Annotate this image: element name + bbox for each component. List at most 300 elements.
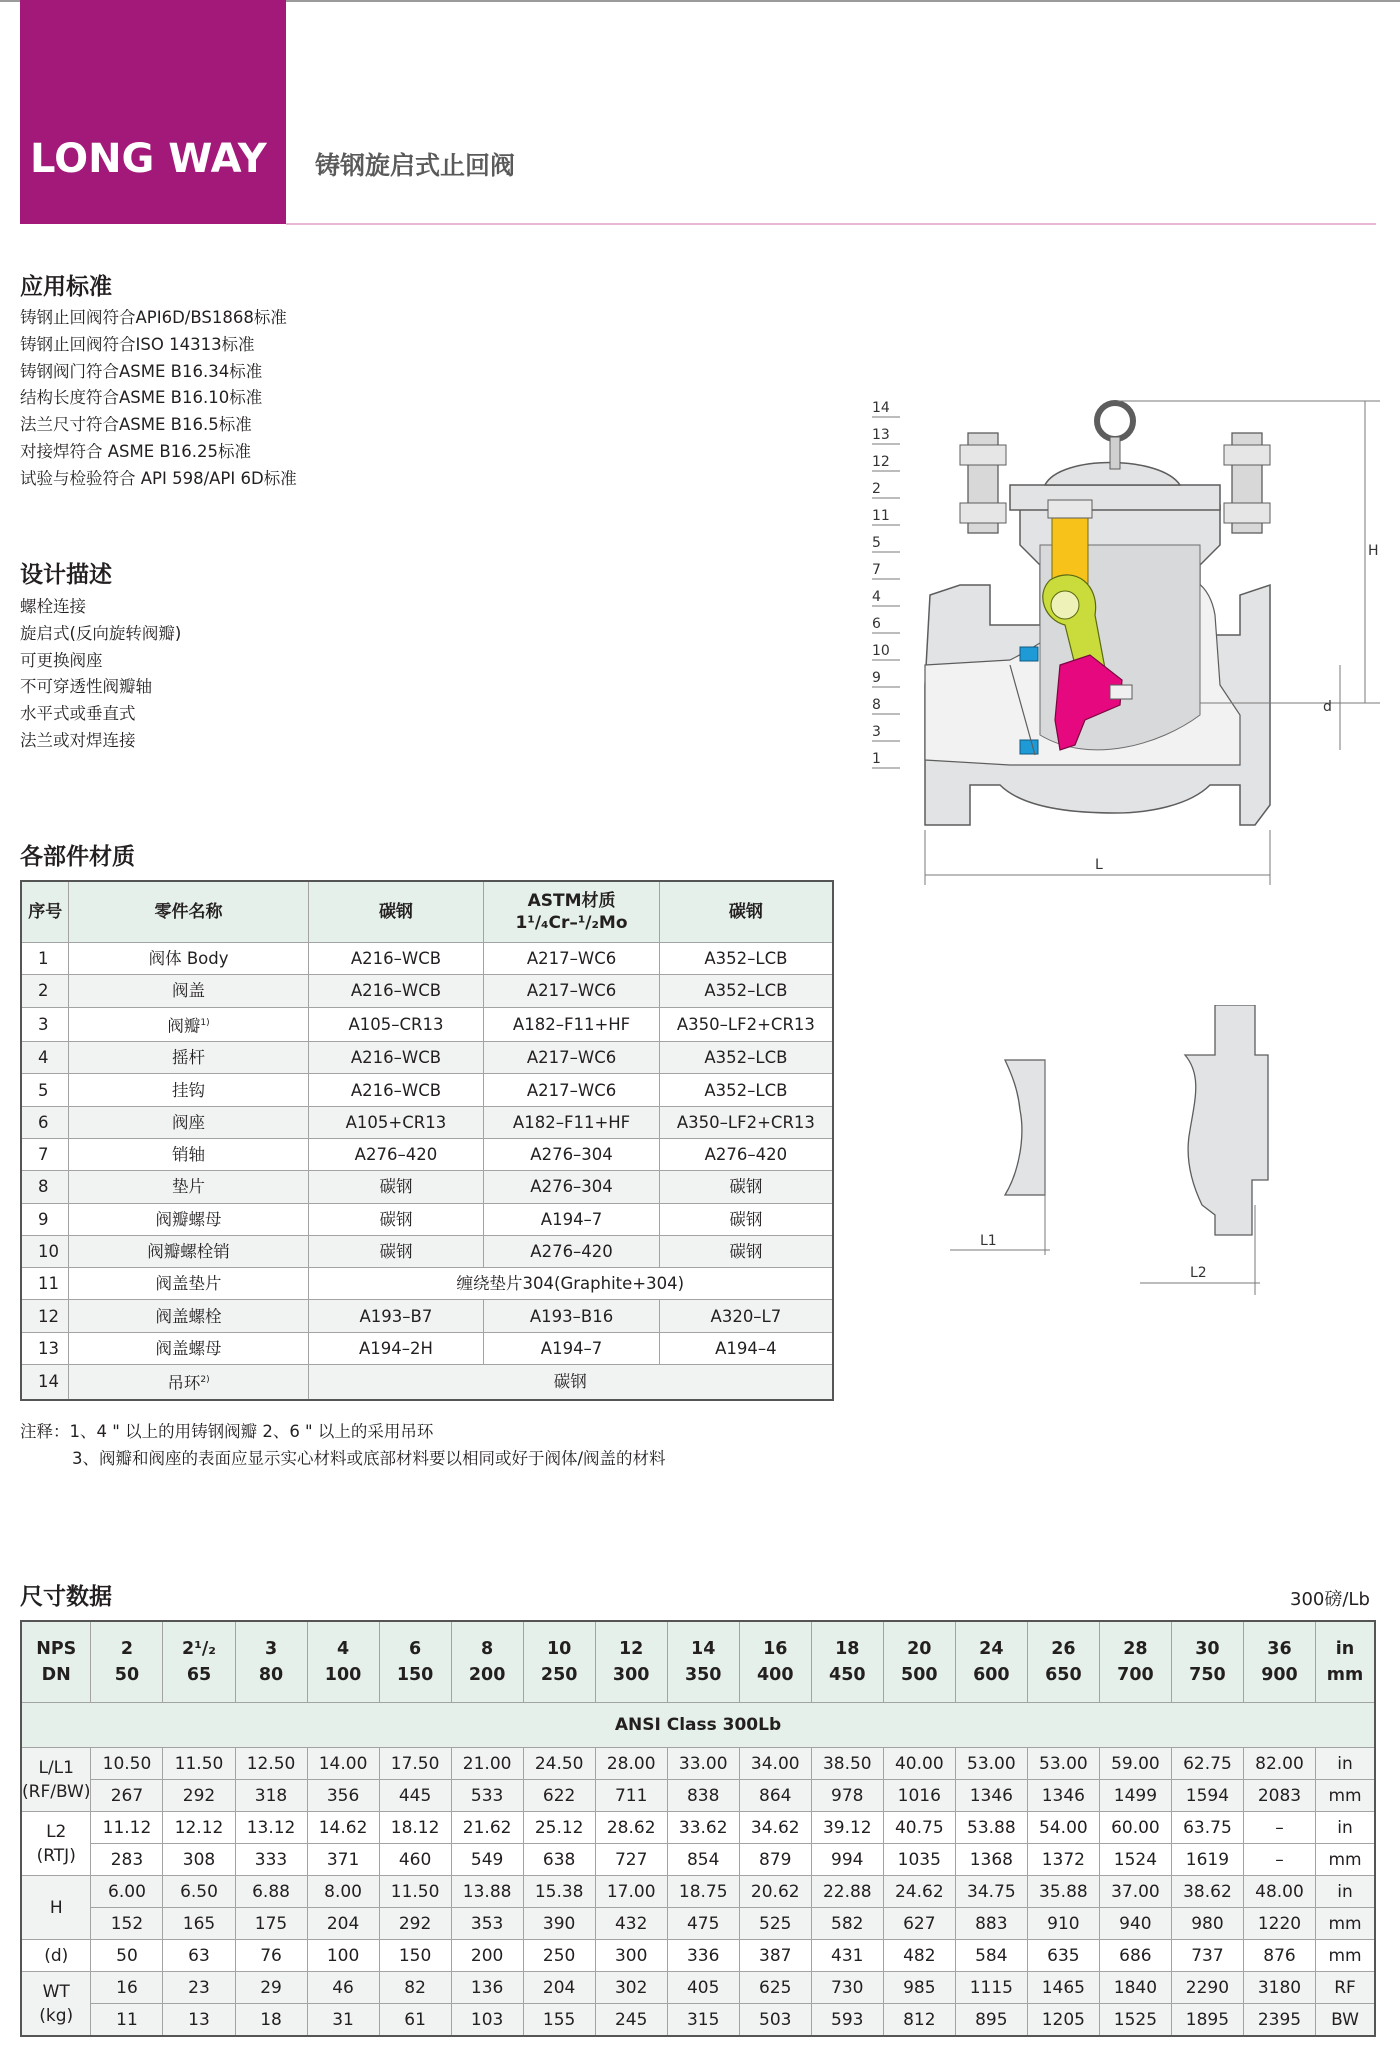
dim-cell: 1619 bbox=[1171, 1844, 1243, 1876]
part-no: 3 bbox=[21, 1007, 69, 1042]
dim-cell: 34.00 bbox=[739, 1748, 811, 1780]
part-name: 阀盖 bbox=[69, 975, 308, 1007]
dim-cell: 978 bbox=[811, 1780, 883, 1812]
materials-row bbox=[21, 1365, 833, 1400]
dim-cell: 730 bbox=[811, 1972, 883, 2004]
part-no: 6 bbox=[21, 1106, 69, 1138]
notes bbox=[20, 1418, 666, 1472]
dim-cell: 25.12 bbox=[523, 1812, 595, 1844]
dim-cell: 371 bbox=[307, 1844, 379, 1876]
dim-cell: 48.00 bbox=[1243, 1876, 1315, 1908]
part-material: 碳钢 bbox=[308, 1235, 484, 1267]
part-material: A217–WC6 bbox=[484, 975, 660, 1007]
part-material: A276–304 bbox=[484, 1138, 660, 1170]
design-heading: 设计描述 bbox=[20, 562, 112, 588]
dim-cell: 1220 bbox=[1243, 1908, 1315, 1940]
dim-cell: 33.00 bbox=[667, 1748, 739, 1780]
dim-cell: 1115 bbox=[955, 1972, 1027, 2004]
dim-cell: 14.00 bbox=[307, 1748, 379, 1780]
dim-cell: 525 bbox=[739, 1908, 811, 1940]
dim-cell: 54.00 bbox=[1027, 1812, 1099, 1844]
dim-cell: 16 bbox=[91, 1972, 163, 2004]
part-material: A352–LCB bbox=[659, 943, 833, 975]
dim-cell: 23 bbox=[163, 1972, 235, 2004]
callout-13: 13 bbox=[872, 427, 890, 443]
size-col: 30 750 bbox=[1171, 1621, 1243, 1703]
dim-cell: 2290 bbox=[1171, 1972, 1243, 2004]
dim-cell: 11 bbox=[91, 2004, 163, 2037]
materials-row bbox=[21, 1332, 833, 1364]
design-item: 不可穿透性阀瓣轴 bbox=[20, 677, 152, 697]
dim-row-label: WT (kg) bbox=[21, 1972, 91, 2037]
dim-cell: – bbox=[1243, 1844, 1315, 1876]
part-material: A352–LCB bbox=[659, 1042, 833, 1074]
dim-cell: 18 bbox=[235, 2004, 307, 2037]
dim-cell: 318 bbox=[235, 1780, 307, 1812]
callout-10: 10 bbox=[872, 643, 890, 659]
dim-cell: 445 bbox=[379, 1780, 451, 1812]
dim-cell: 638 bbox=[523, 1844, 595, 1876]
part-material: A182–F11+HF bbox=[484, 1007, 660, 1042]
dim-cell: 533 bbox=[451, 1780, 523, 1812]
note-line-1: 注释：1、4 " 以上的用铸钢阀瓣 2、6 " 以上的采用吊环 bbox=[20, 1422, 434, 1441]
part-material: 碳钢 bbox=[659, 1203, 833, 1235]
materials-row bbox=[21, 1203, 833, 1235]
part-material: 碳钢 bbox=[659, 1171, 833, 1203]
materials-row bbox=[21, 1268, 833, 1300]
dim-cell: 21.00 bbox=[451, 1748, 523, 1780]
dim-row bbox=[21, 1972, 1375, 2004]
standards-heading: 应用标准 bbox=[20, 274, 112, 300]
dim-row bbox=[21, 1844, 1375, 1876]
dim-cell: 31 bbox=[307, 2004, 379, 2037]
part-material: A276–420 bbox=[659, 1138, 833, 1170]
dim-cell: 50 bbox=[91, 1940, 163, 1972]
part-name: 阀瓣螺母 bbox=[69, 1203, 308, 1235]
dim-d-label: d bbox=[1323, 699, 1332, 715]
materials-row bbox=[21, 1042, 833, 1074]
part-material: 碳钢 bbox=[659, 1235, 833, 1267]
part-material: A352–LCB bbox=[659, 975, 833, 1007]
dim-cell: 635 bbox=[1027, 1940, 1099, 1972]
materials-row bbox=[21, 1074, 833, 1106]
part-material: A105+CR13 bbox=[308, 1106, 484, 1138]
dim-cell: 292 bbox=[379, 1908, 451, 1940]
callout-7: 7 bbox=[872, 562, 881, 578]
dim-cell: 33.62 bbox=[667, 1812, 739, 1844]
dim-cell: 155 bbox=[523, 2004, 595, 2037]
callout-9: 9 bbox=[872, 670, 881, 686]
pin bbox=[1051, 591, 1079, 619]
dim-cell: 582 bbox=[811, 1908, 883, 1940]
dim-cell: 1840 bbox=[1099, 1972, 1171, 2004]
dim-cell: 34.75 bbox=[955, 1876, 1027, 1908]
size-col: 8 200 bbox=[451, 1621, 523, 1703]
dim-cell: 152 bbox=[91, 1908, 163, 1940]
part-material: A194–7 bbox=[484, 1332, 660, 1364]
size-col: 16 400 bbox=[739, 1621, 811, 1703]
callout-2: 2 bbox=[872, 481, 881, 497]
dim-cell: 63 bbox=[163, 1940, 235, 1972]
dim-cell: 854 bbox=[667, 1844, 739, 1876]
dim-cell: 625 bbox=[739, 1972, 811, 2004]
eyebolt bbox=[1097, 403, 1133, 439]
part-name: 阀盖螺母 bbox=[69, 1332, 308, 1364]
callout-1: 1 bbox=[872, 751, 881, 767]
col-carbon-low: 碳钢 bbox=[659, 881, 833, 943]
design-list bbox=[20, 594, 181, 755]
dim-cell: 53.00 bbox=[1027, 1748, 1099, 1780]
size-col: 6 150 bbox=[379, 1621, 451, 1703]
part-name: 阀瓣螺栓销 bbox=[69, 1235, 308, 1267]
materials-row bbox=[21, 1300, 833, 1332]
page-title: 铸钢旋启式止回阀 bbox=[315, 151, 516, 180]
dim-cell: 61 bbox=[379, 2004, 451, 2037]
dim-cell: 686 bbox=[1099, 1940, 1171, 1972]
part-material: A194–4 bbox=[659, 1332, 833, 1364]
dim-cell: 24.62 bbox=[883, 1876, 955, 1908]
standard-item: 结构长度符合ASME B16.10标准 bbox=[20, 388, 263, 408]
dim-unit: mm bbox=[1316, 1908, 1376, 1940]
part-name: 阀体 Body bbox=[69, 943, 308, 975]
dim-cell: 1035 bbox=[883, 1844, 955, 1876]
dim-cell: 584 bbox=[955, 1940, 1027, 1972]
dim-cell: 1368 bbox=[955, 1844, 1027, 1876]
size-col: 4 100 bbox=[307, 1621, 379, 1703]
part-material: A217–WC6 bbox=[484, 1042, 660, 1074]
dim-cell: 3180 bbox=[1243, 1972, 1315, 2004]
design-item: 螺栓连接 bbox=[20, 597, 86, 616]
part-material: A216–WCB bbox=[308, 1074, 484, 1106]
pressure-class-unit: 300磅/Lb bbox=[1290, 1589, 1370, 1610]
part-material: A217–WC6 bbox=[484, 943, 660, 975]
dim-cell: 1346 bbox=[1027, 1780, 1099, 1812]
dim-cell: 18.12 bbox=[379, 1812, 451, 1844]
part-no: 5 bbox=[21, 1074, 69, 1106]
dim-cell: 13.12 bbox=[235, 1812, 307, 1844]
header-rule bbox=[286, 223, 1376, 225]
dim-cell: 53.88 bbox=[955, 1812, 1027, 1844]
part-name: 垫片 bbox=[69, 1171, 308, 1203]
bw-end bbox=[1005, 1060, 1045, 1195]
callout-11: 11 bbox=[872, 508, 890, 524]
callout-6: 6 bbox=[872, 616, 881, 632]
size-col: 26 650 bbox=[1027, 1621, 1099, 1703]
part-name: 销轴 bbox=[69, 1138, 308, 1170]
dim-cell: 28.62 bbox=[595, 1812, 667, 1844]
part-material: A352–LCB bbox=[659, 1074, 833, 1106]
dim-unit: mm bbox=[1316, 1844, 1376, 1876]
part-material: A350–LF2+CR13 bbox=[659, 1007, 833, 1042]
part-material: A182–F11+HF bbox=[484, 1106, 660, 1138]
dim-cell: 165 bbox=[163, 1908, 235, 1940]
dim-cell: 13 bbox=[163, 2004, 235, 2037]
dim-cell: 38.50 bbox=[811, 1748, 883, 1780]
brand-block bbox=[20, 0, 286, 224]
design-item: 旋启式(反向旋转阀瓣) bbox=[20, 623, 182, 643]
dim-cell: 103 bbox=[451, 2004, 523, 2037]
dim-cell: 12.12 bbox=[163, 1812, 235, 1844]
part-material: A217–WC6 bbox=[484, 1074, 660, 1106]
brand-logo: LONG WAY bbox=[30, 136, 267, 182]
dim-unit: in bbox=[1316, 1812, 1376, 1844]
col-no: 序号 bbox=[21, 881, 69, 943]
dim-cell: 2083 bbox=[1243, 1780, 1315, 1812]
dim-cell: 432 bbox=[595, 1908, 667, 1940]
dim-cell: 1499 bbox=[1099, 1780, 1171, 1812]
dim-cell: 1016 bbox=[883, 1780, 955, 1812]
dim-cell: 460 bbox=[379, 1844, 451, 1876]
dim-cell: 17.00 bbox=[595, 1876, 667, 1908]
dim-unit: in bbox=[1316, 1748, 1376, 1780]
dim-cell: 63.75 bbox=[1171, 1812, 1243, 1844]
col-part: 零件名称 bbox=[69, 881, 308, 943]
dim-unit: mm bbox=[1316, 1780, 1376, 1812]
class-row bbox=[21, 1703, 1375, 1748]
dim-cell: 879 bbox=[739, 1844, 811, 1876]
standard-item: 对接焊符合 ASME B16.25标准 bbox=[20, 441, 251, 461]
part-name: 摇杆 bbox=[69, 1042, 308, 1074]
dim-cell: 883 bbox=[955, 1908, 1027, 1940]
size-col: 2¹/₂ 65 bbox=[163, 1621, 235, 1703]
dim-row bbox=[21, 1780, 1375, 1812]
unit-col: in mm bbox=[1316, 1621, 1376, 1703]
part-material: A320–L7 bbox=[659, 1300, 833, 1332]
dim-row bbox=[21, 1876, 1375, 1908]
size-col: 28 700 bbox=[1099, 1621, 1171, 1703]
dim-cell: 980 bbox=[1171, 1908, 1243, 1940]
callout-14: 14 bbox=[872, 400, 890, 416]
dim-cell: 14.62 bbox=[307, 1812, 379, 1844]
callout-8: 8 bbox=[872, 697, 881, 713]
dim-cell: 40.75 bbox=[883, 1812, 955, 1844]
part-no: 10 bbox=[21, 1235, 69, 1267]
dim-row bbox=[21, 1812, 1375, 1844]
bonnet bbox=[1010, 485, 1220, 510]
dim-cell: 387 bbox=[739, 1940, 811, 1972]
size-col: 12 300 bbox=[595, 1621, 667, 1703]
part-material: A276–420 bbox=[484, 1235, 660, 1267]
dim-cell: 35.88 bbox=[1027, 1876, 1099, 1908]
dim-cell: 711 bbox=[595, 1780, 667, 1812]
dim-cell: 18.75 bbox=[667, 1876, 739, 1908]
col-carbon: 碳钢 bbox=[308, 881, 484, 943]
dim-cell: 82 bbox=[379, 1972, 451, 2004]
dim-unit: in bbox=[1316, 1876, 1376, 1908]
part-material: A193–B16 bbox=[484, 1300, 660, 1332]
dim-cell: 250 bbox=[523, 1940, 595, 1972]
dim-cell: 1205 bbox=[1027, 2004, 1099, 2037]
dim-cell: 11.50 bbox=[163, 1748, 235, 1780]
dim-cell: 390 bbox=[523, 1908, 595, 1940]
materials-heading: 各部件材质 bbox=[20, 844, 135, 870]
dim-cell: 864 bbox=[739, 1780, 811, 1812]
dim-cell: 302 bbox=[595, 1972, 667, 2004]
dim-cell: 475 bbox=[667, 1908, 739, 1940]
dimensions-heading: 尺寸数据 bbox=[20, 1584, 112, 1610]
materials-row bbox=[21, 1138, 833, 1170]
part-no: 8 bbox=[21, 1171, 69, 1203]
dim-unit: mm bbox=[1316, 1940, 1376, 1972]
part-no: 12 bbox=[21, 1300, 69, 1332]
dim-cell: 292 bbox=[163, 1780, 235, 1812]
materials-table bbox=[20, 880, 834, 1401]
part-material: A193–B7 bbox=[308, 1300, 484, 1332]
dim-cell: 593 bbox=[811, 2004, 883, 2037]
dim-cell: 627 bbox=[883, 1908, 955, 1940]
design-item: 可更换阀座 bbox=[20, 650, 103, 670]
dim-cell: 737 bbox=[1171, 1940, 1243, 1972]
dim-cell: 333 bbox=[235, 1844, 307, 1876]
dim-cell: 283 bbox=[91, 1844, 163, 1876]
dim-cell: 12.50 bbox=[235, 1748, 307, 1780]
dim-cell: 315 bbox=[667, 2004, 739, 2037]
part-no: 14 bbox=[21, 1365, 69, 1400]
dim-cell: – bbox=[1243, 1812, 1315, 1844]
dim-cell: 8.00 bbox=[307, 1876, 379, 1908]
dim-row-label: (d) bbox=[21, 1940, 91, 1972]
dim-cell: 11.12 bbox=[91, 1812, 163, 1844]
dim-row-label: H bbox=[21, 1876, 91, 1940]
dim-cell: 308 bbox=[163, 1844, 235, 1876]
part-no: 11 bbox=[21, 1268, 69, 1300]
dim-cell: 1465 bbox=[1027, 1972, 1099, 2004]
materials-row bbox=[21, 1106, 833, 1138]
dim-cell: 336 bbox=[667, 1940, 739, 1972]
dim-cell: 812 bbox=[883, 2004, 955, 2037]
dim-cell: 994 bbox=[811, 1844, 883, 1876]
dim-cell: 62.75 bbox=[1171, 1748, 1243, 1780]
dim-cell: 431 bbox=[811, 1940, 883, 1972]
dim-cell: 53.00 bbox=[955, 1748, 1027, 1780]
materials-row bbox=[21, 943, 833, 975]
dim-cell: 150 bbox=[379, 1940, 451, 1972]
standard-item: 铸钢止回阀符合API6D/BS1868标准 bbox=[20, 308, 287, 327]
dim-cell: 482 bbox=[883, 1940, 955, 1972]
dim-cell: 838 bbox=[667, 1780, 739, 1812]
part-material: A194–7 bbox=[484, 1203, 660, 1235]
dim-cell: 940 bbox=[1099, 1908, 1171, 1940]
seat-top bbox=[1020, 647, 1038, 661]
dim-L-label: L bbox=[1095, 857, 1103, 873]
part-material: 碳钢 bbox=[308, 1203, 484, 1235]
size-col: 20 500 bbox=[883, 1621, 955, 1703]
dim-cell: 6.50 bbox=[163, 1876, 235, 1908]
dim-unit: RF bbox=[1316, 1972, 1376, 2004]
dim-cell: 24.50 bbox=[523, 1748, 595, 1780]
dim-unit: BW bbox=[1316, 2004, 1376, 2037]
size-col: 10 250 bbox=[523, 1621, 595, 1703]
dim-cell: 22.88 bbox=[811, 1876, 883, 1908]
seat-bottom bbox=[1020, 740, 1038, 754]
dim-L2-label: L2 bbox=[1190, 1265, 1207, 1281]
part-material: A216–WCB bbox=[308, 975, 484, 1007]
callout-12: 12 bbox=[872, 454, 890, 470]
dim-cell: 6.88 bbox=[235, 1876, 307, 1908]
dim-cell: 1372 bbox=[1027, 1844, 1099, 1876]
standard-item: 试验与检验符合 API 598/API 6D标准 bbox=[20, 468, 297, 488]
d-row bbox=[21, 1940, 1375, 1972]
dim-row bbox=[21, 2004, 1375, 2037]
dim-cell: 1895 bbox=[1171, 2004, 1243, 2037]
dim-cell: 910 bbox=[1027, 1908, 1099, 1940]
dim-cell: 40.00 bbox=[883, 1748, 955, 1780]
dim-cell: 13.88 bbox=[451, 1876, 523, 1908]
dim-cell: 1346 bbox=[955, 1780, 1027, 1812]
part-name: 吊环$^{2)}$ bbox=[69, 1365, 308, 1400]
standard-item: 铸钢止回阀符合ISO 14313标准 bbox=[20, 334, 255, 354]
materials-header-row bbox=[21, 881, 833, 943]
callout-3: 3 bbox=[872, 724, 881, 740]
dim-cell: 21.62 bbox=[451, 1812, 523, 1844]
part-no: 4 bbox=[21, 1042, 69, 1074]
part-no: 2 bbox=[21, 975, 69, 1007]
part-material: 碳钢 bbox=[308, 1171, 484, 1203]
dim-H-label: H bbox=[1368, 543, 1379, 559]
dim-cell: 204 bbox=[307, 1908, 379, 1940]
dim-cell: 549 bbox=[451, 1844, 523, 1876]
part-name: 阀瓣$^{1)}$ bbox=[69, 1007, 308, 1042]
dim-cell: 76 bbox=[235, 1940, 307, 1972]
dim-cell: 245 bbox=[595, 2004, 667, 2037]
rtj-flange bbox=[1185, 1005, 1268, 1235]
size-col: 24 600 bbox=[955, 1621, 1027, 1703]
dim-cell: 356 bbox=[307, 1780, 379, 1812]
dim-cell: 353 bbox=[451, 1908, 523, 1940]
standards-list bbox=[20, 305, 297, 493]
dim-cell: 59.00 bbox=[1099, 1748, 1171, 1780]
part-material: A105–CR13 bbox=[308, 1007, 484, 1042]
part-name: 阀盖垫片 bbox=[69, 1268, 308, 1300]
dim-row bbox=[21, 1908, 1375, 1940]
part-material: A194–2H bbox=[308, 1332, 484, 1364]
dimensions-table bbox=[20, 1620, 1376, 2037]
dim-cell: 17.50 bbox=[379, 1748, 451, 1780]
dim-cell: 82.00 bbox=[1243, 1748, 1315, 1780]
dim-cell: 39.12 bbox=[811, 1812, 883, 1844]
dim-cell: 405 bbox=[667, 1972, 739, 2004]
col-astm: ASTM材质 1¹/₄Cr–¹/₂Mo bbox=[484, 881, 660, 943]
dim-cell: 503 bbox=[739, 2004, 811, 2037]
size-col: 18 450 bbox=[811, 1621, 883, 1703]
size-col: 2 50 bbox=[91, 1621, 163, 1703]
dim-cell: 1594 bbox=[1171, 1780, 1243, 1812]
dim-cell: 175 bbox=[235, 1908, 307, 1940]
part-no: 7 bbox=[21, 1138, 69, 1170]
design-item: 法兰或对焊连接 bbox=[20, 730, 136, 750]
part-name: 挂钩 bbox=[69, 1074, 308, 1106]
dim-cell: 1525 bbox=[1099, 2004, 1171, 2037]
part-material-all: 缠绕垫片304(Graphite+304) bbox=[308, 1268, 833, 1300]
dim-L1-label: L1 bbox=[980, 1233, 997, 1249]
dim-cell: 622 bbox=[523, 1780, 595, 1812]
end-details-drawing bbox=[950, 1005, 1270, 1305]
dim-head-label: NPS DN bbox=[21, 1621, 91, 1703]
dim-cell: 60.00 bbox=[1099, 1812, 1171, 1844]
materials-row bbox=[21, 1171, 833, 1203]
dim-cell: 1524 bbox=[1099, 1844, 1171, 1876]
dim-cell: 204 bbox=[523, 1972, 595, 2004]
dim-cell: 11.50 bbox=[379, 1876, 451, 1908]
part-material: A276–420 bbox=[308, 1138, 484, 1170]
valve-section-drawing bbox=[860, 385, 1390, 885]
callout-labels bbox=[872, 400, 900, 768]
materials-row bbox=[21, 1007, 833, 1042]
part-material: A216–WCB bbox=[308, 1042, 484, 1074]
dim-cell: 37.00 bbox=[1099, 1876, 1171, 1908]
dim-cell: 895 bbox=[955, 2004, 1027, 2037]
dim-row bbox=[21, 1748, 1375, 1780]
